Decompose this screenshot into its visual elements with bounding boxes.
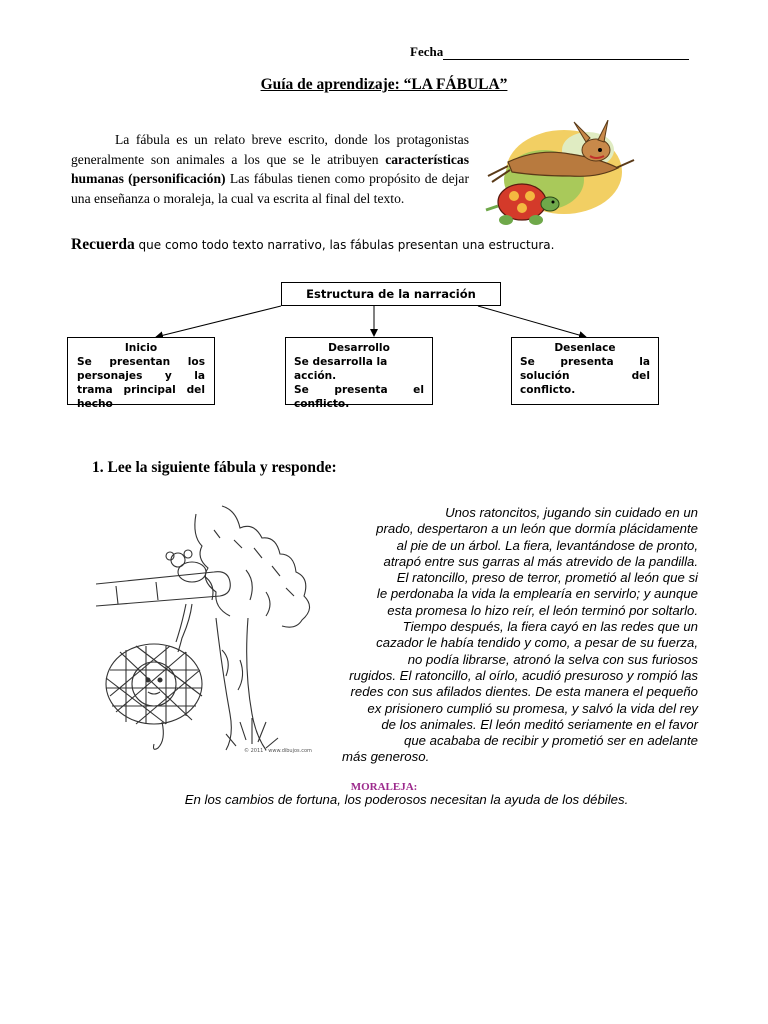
fable-line: atrapó entre sus garras al más atrevido de la pandilla.	[383, 553, 698, 569]
arrow-to-desenlace	[478, 306, 586, 337]
fable-text	[296, 505, 698, 766]
reminder-text: que como todo texto narrativo, las fábulas presentan una estructura.	[134, 238, 555, 252]
fable-line: no podía librarse, atronó la selva con sus furiosos	[407, 651, 698, 667]
fable-line: rugidos. El ratoncillo, al oírlo, acudió presuroso y rompió las	[349, 667, 698, 683]
desenlace-body: Se presenta la solución del conflicto.	[520, 356, 650, 396]
fable-line: de los animales. El león meditó seriamente en el favor	[381, 716, 698, 732]
diagram-root-box: Estructura de la narración	[281, 282, 501, 306]
intro-text-2: Las fábulas tienen como propósito de dejar una enseñanza o moraleja, la cual va escrita al final del texto.	[71, 171, 469, 206]
fable-line: redes con sus afilados dientes. De esta manera el pequeño	[350, 684, 698, 700]
arrow-to-inicio	[156, 306, 281, 337]
date-label: Fecha	[410, 44, 444, 59]
moral-text: En los cambios de fortuna, los poderosos necesitan la ayuda de los débiles.	[184, 792, 629, 807]
page-title: Guía de aprendizaje: “LA FÁBULA”	[260, 76, 508, 93]
fable-line: más generoso.	[342, 749, 430, 765]
fable-line: cazador le había tendido y como, a pesar de su fuerza,	[376, 635, 698, 651]
desarrollo-line-2: Se presenta el conflicto.	[294, 384, 424, 410]
desarrollo-line-1: Se desarrolla la acción.	[294, 356, 388, 382]
fable-line: prado, despertaron a un león que dormía plácidamente	[376, 521, 698, 537]
fable-line: esta promesa lo hizo reír, el león terminó por soltarlo.	[387, 602, 698, 618]
fable-line: que acababa de recibir y prometió ser en adelante	[404, 733, 698, 749]
diagram-box-inicio	[67, 337, 215, 410]
fable-line: Tiempo después, la fiera cayó en las redes que un	[402, 619, 698, 635]
fable-line: Unos ratoncitos, jugando sin cuidado en un	[445, 505, 698, 520]
desenlace-title: Desenlace	[554, 342, 616, 354]
illustration-credit: © 2011 - www.dibujos.com	[244, 748, 312, 754]
intro-bold: características humanas (personificación)	[71, 151, 469, 186]
diagram-box-desarrollo	[285, 337, 433, 410]
inicio-body: Se presentan los personajes y la trama principal del hecho	[77, 356, 205, 410]
intro-text-1: La fábula es un relato breve escrito, donde los protagonistas generalmente son animales a los que se le atribuyen	[71, 132, 469, 167]
fable-line: le perdonaba la vida la emplearía en servirlo; y aunque	[376, 586, 698, 602]
fable-line: El ratoncillo, preso de terror, prometió al león que si	[396, 570, 698, 586]
reminder-bold: Recuerda	[71, 236, 135, 253]
desarrollo-title: Desarrollo	[328, 342, 390, 354]
inicio-title: Inicio	[124, 342, 158, 354]
diagram-box-desenlace	[511, 337, 659, 405]
fable-line: al pie de un árbol. La fiera, levantándose de pronto,	[396, 537, 698, 553]
question-1: 1. Lee la siguiente fábula y responde:	[92, 459, 337, 476]
fable-line: ex prisionero cumplió su promesa, y salvó la vida del rey	[367, 700, 698, 716]
moral-label: MORALEJA:	[350, 781, 418, 793]
